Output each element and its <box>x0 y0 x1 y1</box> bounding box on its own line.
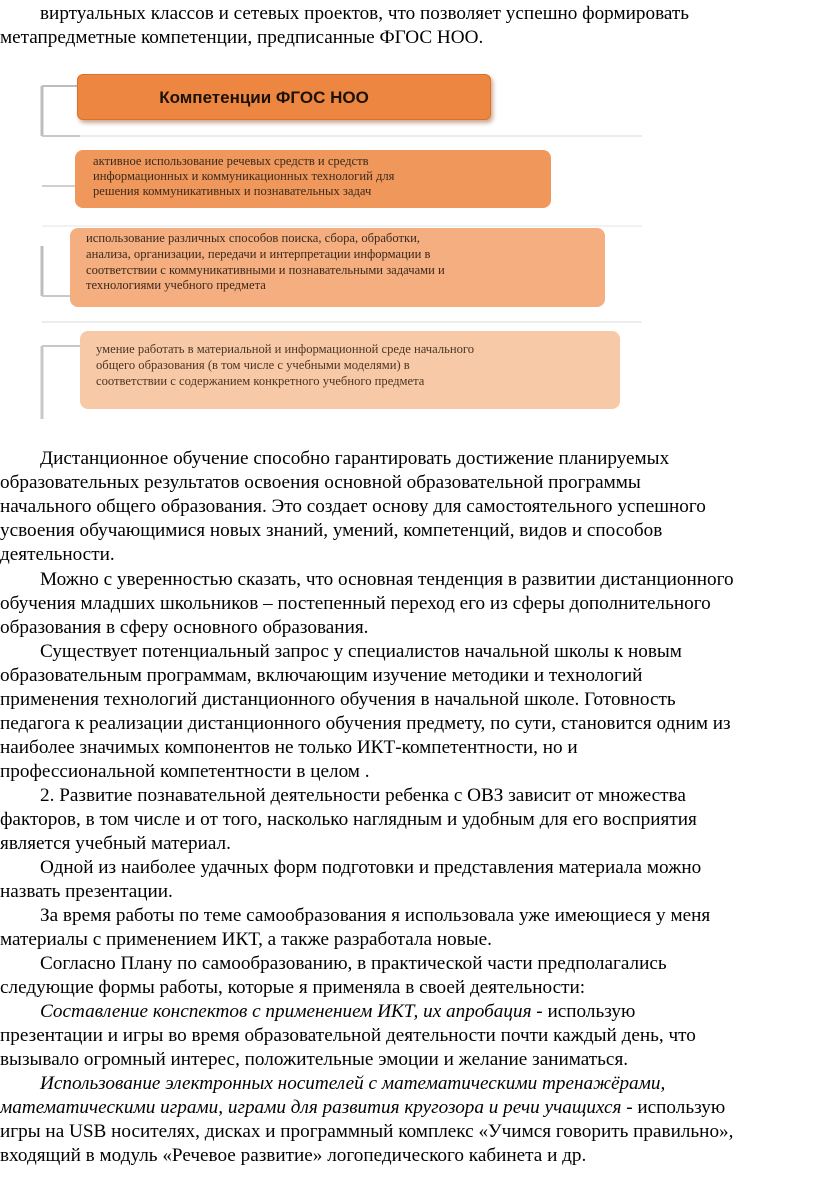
paragraph-4 <box>0 784 816 856</box>
italic-phrase: Составление конспектов с применением ИКТ, их апробация <box>40 1001 532 1022</box>
competency-text-line: соответствии с содержанием конкретного учебного предмета <box>96 373 425 388</box>
competency-box-3 <box>80 331 620 409</box>
text-line: Использование электронных носителей с математическими тренажёрами, <box>40 1073 666 1094</box>
competency-box-1 <box>75 150 551 208</box>
text-line: вызывало огромный интерес, положительные эмоции и желание заниматься. <box>0 1048 629 1070</box>
competency-text-line: информационных и коммуникационных технологий для <box>93 169 395 184</box>
competency-text-line: использование различных способов поиска, сбора, обработки, <box>86 231 420 245</box>
diagram-title-box <box>77 74 491 120</box>
text-run: - использую <box>621 1096 726 1118</box>
paragraph-2 <box>0 568 816 640</box>
text-line: 2. Развитие познавательной деятельности ребенка с ОВЗ зависит от множества <box>40 785 686 806</box>
text-line: Существует потенциальный запрос у специалистов начальной школы к новым <box>40 641 682 662</box>
text-line <box>0 1096 816 1120</box>
text-line: входящий в модуль «Речевое развитие» логопедического кабинета и др. <box>0 1144 587 1166</box>
text-line: презентации и игры во время образовательной деятельности почти каждый день, что <box>0 1024 696 1046</box>
text-line: игры на USB носителях, дисках и программный комплекс «Учимся говорить правильно», <box>0 1120 734 1142</box>
text-line <box>0 1000 816 1024</box>
text-line: метапредметные компетенции, предписанные ФГОС НОО. <box>0 26 484 48</box>
paragraph-6 <box>0 904 816 952</box>
text-line: факторов, в том числе и от того, насколько наглядным и удобным для его восприятия <box>0 808 697 830</box>
intro-paragraph <box>0 2 816 50</box>
text-line: материалы с применением ИКТ, а также разработала новые. <box>0 928 492 950</box>
competency-box-2 <box>70 228 605 307</box>
paragraph-1 <box>0 447 816 567</box>
text-line: следующие формы работы, которые я применяла в своей деятельности: <box>0 976 586 998</box>
text-run: - использую <box>531 1001 636 1022</box>
text-line: педагога к реализации дистанционного обучения предмету, по сути, становится одним из <box>0 712 731 734</box>
competency-text-line: анализа, организации, передачи и интерпретации информации в <box>86 246 431 261</box>
paragraph-8 <box>0 1000 816 1072</box>
competency-text-line: соответствии с коммуникативными и познавательными задачами и <box>86 262 445 277</box>
competency-text-line: умение работать в материальной и информационной среде начального <box>96 342 475 356</box>
text-line: обучения младших школьников – постепенный переход его из сферы дополнительного <box>0 592 711 614</box>
diagram-title: Компетенции ФГОС НОО <box>159 88 369 107</box>
paragraph-9 <box>0 1072 816 1168</box>
text-line: виртуальных классов и сетевых проектов, что позволяет успешно формировать <box>40 3 690 24</box>
text-line: образования в сферу основного образования. <box>0 616 369 638</box>
text-line: образовательных результатов освоения основной образовательной программы <box>0 471 641 493</box>
text-line: образовательным программам, включающим изучение методики и технологий <box>0 664 643 686</box>
text-line: Одной из наиболее удачных форм подготовки и представления материала можно <box>40 857 702 878</box>
text-line: деятельности. <box>0 543 115 565</box>
competency-text-line: активное использование речевых средств и средств <box>93 154 369 168</box>
text-line: применения технологий дистанционного обучения в начальной школе. Готовность <box>0 688 676 710</box>
text-line: является учебный материал. <box>0 832 231 854</box>
text-line: назвать презентации. <box>0 880 173 902</box>
competencies-diagram <box>40 74 642 422</box>
text-line: Согласно Плану по самообразованию, в практической части предполагались <box>40 953 667 974</box>
text-line: начального общего образования. Это создает основу для самостоятельного успешного <box>0 495 706 517</box>
text-line: За время работы по теме самообразования я использовала уже имеющиеся у меня <box>40 905 711 926</box>
text-line: Дистанционное обучение способно гарантировать достижение планируемых <box>40 448 670 469</box>
text-line: усвоения обучающимися новых знаний, умений, компетенций, видов и способов <box>0 519 663 541</box>
text-line: профессиональной компетентности в целом . <box>0 760 370 782</box>
paragraph-7 <box>0 952 816 1000</box>
text-line: наиболее значимых компонентов не только ИКТ-компетентности, но и <box>0 736 578 758</box>
italic-phrase: математическими играми, играми для развития кругозора и речи учащихся <box>0 1096 622 1118</box>
paragraph-5 <box>0 856 816 904</box>
competency-text-line: общего образования (в том числе с учебными моделями) в <box>96 357 410 372</box>
text-line: Можно с уверенностью сказать, что основная тенденция в развитии дистанционного <box>40 569 734 590</box>
competency-text-line: технологиями учебного предмета <box>86 278 266 293</box>
competency-text-line: решения коммуникативных и познавательных задач <box>93 184 372 199</box>
paragraph-3 <box>0 640 816 783</box>
